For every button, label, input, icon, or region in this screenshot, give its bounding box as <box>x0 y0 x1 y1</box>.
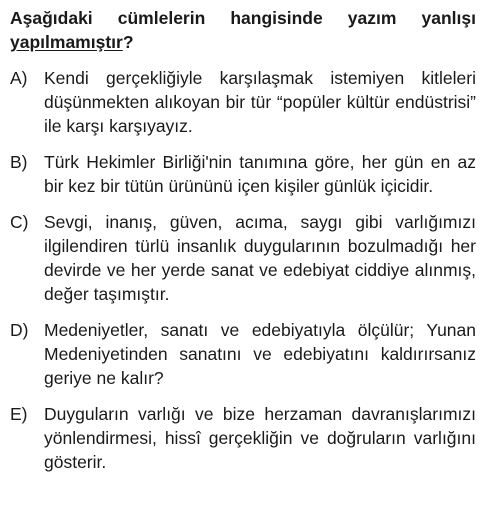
question-emphasis: yapılmamıştır <box>10 32 123 52</box>
option-b[interactable] <box>10 150 476 198</box>
option-d-text: Medeniyetler, sanatı ve edebiyatıyla ölçülür; Yunan Medeniyetinden sanatını ve edebiyatını kaldırırsanız geriye ne kalır? <box>44 320 476 388</box>
option-e-letter: E) <box>10 404 28 424</box>
option-a-letter: A) <box>10 68 28 88</box>
option-b-letter: B) <box>10 152 28 172</box>
option-e-text: Duyguların varlığı ve bize herzaman davranışlarımızı yönlendirmesi, hissî gerçekliğin ve doğruların varlığını gösterir. <box>44 404 476 472</box>
option-c-letter: C) <box>10 212 29 232</box>
option-b-text: Türk Hekimler Birliği'nin tanımına göre, her gün en az bir kez bir tütün ürününü içen kişiler günlük içicidir. <box>44 152 476 196</box>
option-d-letter: D) <box>10 320 29 340</box>
option-e[interactable] <box>10 402 476 474</box>
option-c-text: Sevgi, inanış, güven, acıma, saygı gibi varlığımızı ilgilendiren türlü insanlık duygularının bozulmadığı her devirde ve her yerde sanat ve edebiyat ciddiye alınmış, değer taşımıştır. <box>44 212 476 304</box>
question-stem-text: Aşağıdaki cümlelerin hangisinde yazım yanlışı <box>10 8 476 28</box>
question-mark: ? <box>122 32 134 52</box>
option-a-text: Kendi gerçekliğiyle karşılaşmak istemiyen kitleleri düşünmekten alıkoyan bir tür “popüler kültür endüstrisi” ile karşı karşıyayız. <box>44 68 476 136</box>
option-a[interactable] <box>10 66 476 138</box>
option-d[interactable] <box>10 318 476 390</box>
question-stem <box>10 6 476 54</box>
option-c[interactable] <box>10 210 476 306</box>
